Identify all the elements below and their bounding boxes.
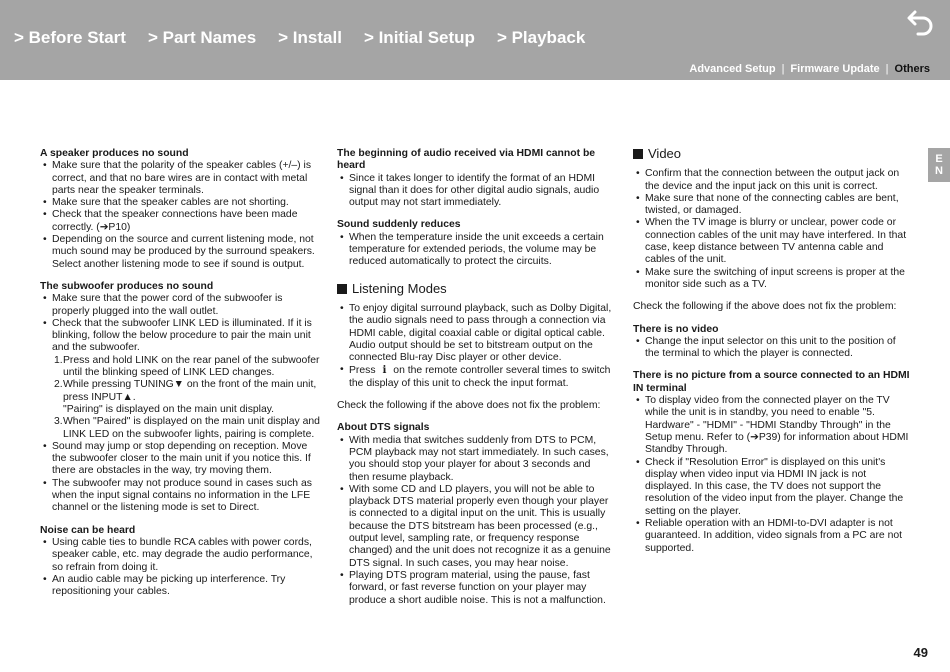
list-item: • An audio cable may be picking up interference. Try repositioning your cables.: [40, 574, 320, 599]
step-item: [54, 379, 320, 416]
header-bar: [0, 0, 950, 80]
noise-heading: Noise can be heard: [40, 524, 136, 536]
sudden-list: [337, 232, 613, 269]
list-item: [40, 318, 320, 355]
step-text: While pressing TUNING▼ on the front of the main unit, press INPUT▲. "Pairing" is displayed on the main unit display.: [63, 379, 317, 415]
list-item: • Using cable ties to bundle RCA cables with power cords, speaker cable, etc. may degrade the audio performance, so refrain from doing it.: [40, 537, 320, 574]
info-button-icon: i: [382, 364, 387, 377]
list-item: • Check that the speaker connections have been made correctly. (➔P10): [40, 209, 320, 234]
list-item: • Make sure that the polarity of the speaker cables (+/–) is correct, and that no bare wires are in contact with metal parts near the speaker terminals.: [40, 160, 320, 197]
sub-nav: [689, 63, 930, 75]
list-item: • Make sure that the speaker cables are not shorting.: [40, 197, 320, 209]
list-item: • Playing DTS program material, using the pause, fast forward, or fast reverse function on your player may produce a short audible noise. This is not a malfunction.: [337, 570, 613, 607]
list-item: • Make sure the switching of input screens is proper at the monitor side such as a TV.: [633, 267, 913, 292]
return-arrow-icon[interactable]: [906, 8, 936, 36]
press-text: Press: [349, 365, 376, 377]
language-tab: E N: [928, 148, 950, 182]
speaker-heading: A speaker produces no sound: [40, 148, 189, 159]
list-item: • Check if "Resolution Error" is displayed on this unit's display when video input via HDMI IN jack is not displayed. In this case, the TV does not support the resolution of the video input from the player. Change the setting on the player.: [633, 457, 913, 518]
section-square-icon: [337, 284, 347, 294]
press-text-rest: on the remote controller several times to switch the display of this unit to check the input format.: [349, 365, 611, 389]
list-item: • Change the input selector on this unit to the position of the terminal to which the player is connected.: [633, 336, 913, 361]
column-3: [633, 148, 913, 555]
noise-list: [40, 537, 320, 598]
check-text: Check the following if the above does not fix the problem:: [633, 301, 897, 313]
list-item: • Depending on the source and current listening mode, not much sound may be produced by the surround speakers. Select another listening mode to see if sound is output.: [40, 234, 320, 271]
list-item: • With media that switches suddenly from DTS to PCM, PCM playback may not start immediately. In such cases, you should stop your player for about 3 seconds and then resume playback.: [337, 435, 613, 484]
nav-part-names[interactable]: > Part Names: [147, 28, 257, 47]
nav-install[interactable]: > Install: [278, 28, 342, 47]
no-picture-list: [633, 395, 913, 555]
column-2: [337, 148, 613, 607]
step-text: When "Paired" is displayed on the main unit display and LINK LED on the subwoofer lights, pairing is complete.: [63, 416, 320, 440]
listening-modes-section-title: [337, 280, 613, 296]
section-square-icon: [633, 149, 643, 159]
list-item: • Confirm that the connection between the output jack on the device and the input jack on this unit is correct.: [633, 168, 913, 193]
section-title-text: Video: [648, 146, 682, 161]
list-item: • To display video from the connected player on the TV while the unit is in standby, you need to enable "5. Hardware" - "HDMI" - "HDMI Standby Through" in the Setup menu. Refer to (➔P39) for information about HDMI Standby Through.: [633, 395, 913, 456]
main-nav: [14, 28, 607, 48]
video-list: [633, 168, 913, 291]
subnav-others[interactable]: Others: [894, 63, 930, 75]
list-item: • Make sure that none of the connecting cables are bent, twisted, or damaged.: [633, 193, 913, 218]
step-number: 2.: [54, 379, 63, 391]
nav-before-start[interactable]: > Before Start: [14, 28, 126, 47]
list-item: • The subwoofer may not produce sound in cases such as when the input signal contains no information in the LFE channel or the listening mode is set to Direct.: [40, 478, 320, 515]
list-item: • To enjoy digital surround playback, such as Dolby Digital, the audio signals need to pass through a connection via HDMI cable, digital coaxial cable or digital optical cable. Audio output should be set to bitstream output on the connected Blu-ray Disc player or other device.: [337, 303, 613, 364]
section-title-text: Listening Modes: [352, 280, 447, 296]
sudden-heading: Sound suddenly reduces: [337, 219, 461, 231]
step-text: Press and hold LINK on the rear panel of the subwoofer until the blinking speed of LINK LED changes.: [63, 354, 320, 379]
no-picture-heading: There is no picture from a source connected to an HDMI IN terminal: [633, 370, 910, 394]
list-item: • Reliable operation with an HDMI-to-DVI adapter is not guaranteed. In addition, video signals from a PC are not supported.: [633, 518, 913, 555]
no-video-list: [633, 336, 913, 361]
nav-playback[interactable]: > Playback: [496, 28, 586, 47]
dts-list: [337, 435, 613, 607]
list-item: [337, 364, 613, 390]
video-section-title: [633, 148, 913, 160]
page-number: 49: [913, 645, 928, 660]
dts-heading: About DTS signals: [337, 422, 430, 434]
subnav-firmware-update[interactable]: Firmware Update: [790, 63, 880, 75]
subwoofer-pairing-text: Check that the subwoofer LINK LED is illuminated. If it is blinking, follow the below procedure to pair the main unit and the subwoofer.: [52, 317, 312, 354]
hdmi-start-list: [337, 173, 613, 210]
no-video-heading: There is no video: [633, 323, 719, 335]
list-item: • Since it takes longer to identify the format of an HDMI signal than it does for other digital audio signals, audio output may not start immediately.: [337, 173, 613, 210]
list-item: • When the temperature inside the unit exceeds a certain temperature for extended periods, the volume may be reduced automatically to protect the circuits.: [337, 232, 613, 269]
column-1: [40, 148, 320, 598]
subwoofer-list: [40, 293, 320, 354]
step-item: [54, 355, 320, 380]
list-item: • With some CD and LD players, you will not be able to playback DTS material properly even though your player is connected to a digital input on the unit. This is usually because the DTS bitstream has been processed (e.g., output level, sampling rate, or frequency response changed) and the unit does not recognize it as a genuine DTS signal. In such cases, you may hear noise.: [337, 484, 613, 570]
pairing-steps: [40, 355, 320, 441]
listening-list: [337, 303, 613, 390]
check-text: Check the following if the above does not fix the problem:: [337, 400, 601, 412]
nav-initial-setup[interactable]: > Initial Setup: [363, 28, 475, 47]
list-item: • Sound may jump or stop depending on reception. Move the subwoofer closer to the main unit if you notice this. If there are obstacles in the way, try moving them.: [40, 441, 320, 478]
list-item: • When the TV image is blurry or unclear, power code or connection cables of the unit may have interfered. In that case, keep distance between TV antenna cable and cables of the unit.: [633, 217, 913, 266]
subnav-advanced-setup[interactable]: Advanced Setup: [689, 63, 776, 75]
subnav-separator: |: [885, 63, 889, 75]
hdmi-start-heading: The beginning of audio received via HDMI cannot be heard: [337, 148, 596, 172]
subwoofer-list-cont: [40, 441, 320, 515]
list-item: • Make sure that the power cord of the subwoofer is properly plugged into the wall outlet.: [40, 293, 320, 318]
subwoofer-heading: The subwoofer produces no sound: [40, 280, 214, 292]
step-number: 1.: [54, 354, 63, 366]
step-item: [54, 416, 320, 441]
speaker-list: [40, 160, 320, 271]
step-number: 3.: [54, 416, 63, 428]
subnav-separator: |: [781, 63, 785, 75]
